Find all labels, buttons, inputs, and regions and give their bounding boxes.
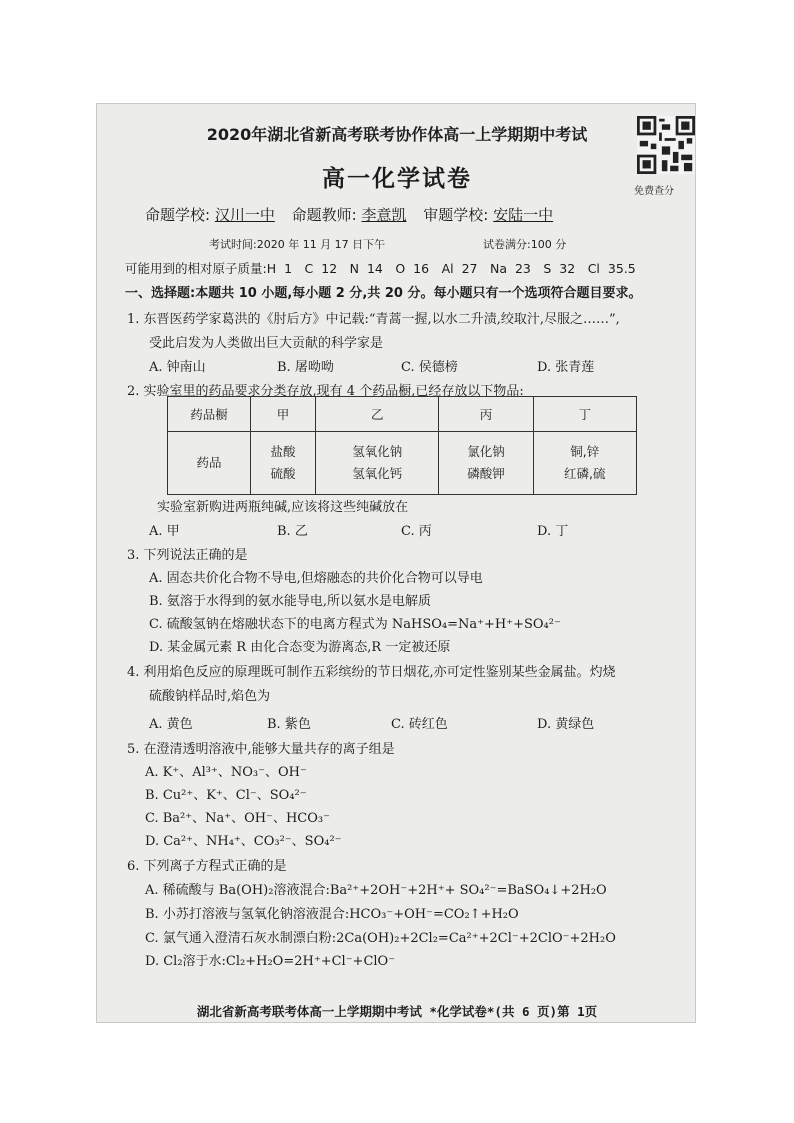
table-header-cell: 丙: [439, 397, 533, 432]
question-5-option-c: C. Ba²⁺、Na⁺、OH⁻、HCO₃⁻: [145, 811, 330, 826]
question-3-option-b: B. 氨溶于水得到的氨水能导电,所以氨水是电解质: [149, 594, 431, 609]
question-2-stem: 2. 实验室里的药品要求分类存放,现有 4 个药品橱,已经存放以下物品:: [127, 384, 524, 399]
question-1-option-d: D. 张青莲: [537, 360, 595, 375]
question-1-option-c: C. 侯德榜: [401, 360, 458, 375]
table-cell: [439, 432, 533, 495]
question-4-stem: 4. 利用焰色反应的原理既可制作五彩缤纷的节日烟花,亦可定性鉴别某些金属盐。灼烧: [127, 665, 616, 680]
question-3-option-a: A. 固态共价化合物不导电,但熔融态的共价化合物可以导电: [149, 571, 483, 586]
question-3-stem: 3. 下列说法正确的是: [127, 548, 248, 563]
table-row: [168, 432, 637, 495]
question-5-option-b: B. Cu²⁺、K⁺、Cl⁻、SO₄²⁻: [145, 788, 307, 803]
creator-teacher: 李意凯: [361, 206, 407, 224]
question-6-option-c: C. 氯气通入澄清石灰水制漂白粉:2Ca(OH)₂+2Cl₂=Ca²⁺+2Cl⁻+2ClO⁻+2H₂O: [145, 931, 616, 946]
table-cell: [533, 432, 636, 495]
question-4-option-c: C. 砖红色: [391, 717, 448, 732]
exam-title: 2020年湖北省新高考联考协作体高一上学期期中考试: [206, 125, 588, 144]
table-header-cell: 甲: [251, 397, 316, 432]
question-1-stem: 1. 东晋医药学家葛洪的《肘后方》中记载:“青蒿一握,以水二升渍,绞取汁,尽服之……”,: [127, 312, 620, 327]
reviewer-school-label: 审题学校:: [423, 206, 489, 224]
question-6-option-d: D. Cl₂溶于水:Cl₂+H₂O=2H⁺+Cl⁻+ClO⁻: [145, 954, 396, 969]
table-header-cell: 乙: [316, 397, 439, 432]
question-1-option-a: A. 钟南山: [149, 360, 206, 375]
qr-code-icon[interactable]: [637, 116, 695, 174]
question-1-stem-cont: 受此启发为人类做出巨大贡献的科学家是: [149, 336, 384, 351]
atomic-masses: 可能用到的相对原子质量:H 1 C 12 N 14 O 16 Al 27 Na 23 S 32 Cl 35.5: [125, 261, 636, 276]
question-5-option-d: D. Ca²⁺、NH₄⁺、CO₃²⁻、SO₄²⁻: [145, 834, 342, 849]
table-cell: [251, 432, 316, 495]
chemical-name: 红磷,硫: [564, 466, 606, 481]
table-header-cell: 丁: [533, 397, 636, 432]
question-6-stem: 6. 下列离子方程式正确的是: [127, 859, 287, 874]
question-5-option-a: A. K⁺、Al³⁺、NO₃⁻、OH⁻: [145, 765, 307, 780]
page-footer: 湖北省新高考联考体高一上学期期中考试 *化学试卷*(共 6 页)第 1页: [196, 1004, 598, 1019]
chemical-name: 氯化钠: [467, 444, 505, 459]
question-2-option-c: C. 丙: [401, 524, 432, 539]
question-3-option-d: D. 某金属元素 R 由化合态变为游离态,R 一定被还原: [149, 640, 451, 655]
chemical-name: 铜,锌: [570, 444, 600, 459]
question-4-option-b: B. 紫色: [267, 717, 311, 732]
creator-teacher-label: 命题教师:: [291, 206, 357, 224]
chemical-name: 氢氧化钠: [352, 444, 403, 459]
full-score: 试卷满分:100 分: [483, 238, 567, 251]
question-6-option-a: A. 稀硫酸与 Ba(OH)₂溶液混合:Ba²⁺+2OH⁻+2H⁺+ SO₄²⁻=BaSO₄↓+2H₂O: [145, 883, 607, 898]
question-6-option-b: B. 小苏打溶液与氢氧化钠溶液混合:HCO₃⁻+OH⁻=CO₂↑+H₂O: [145, 907, 519, 922]
table-header-row: [168, 397, 637, 432]
exam-page: [96, 103, 696, 1023]
question-2-stem-cont: 实验室新购进两瓶纯碱,应该将这些纯碱放在: [157, 500, 409, 515]
question-3-option-c: C. 硫酸氢钠在熔融状态下的电离方程式为 NaHSO₄=Na⁺+H⁺+SO₄²⁻: [149, 617, 561, 632]
table-row-label: 药品: [168, 432, 251, 495]
question-2-option-a: A. 甲: [149, 524, 180, 539]
qr-caption: 免费查分: [634, 186, 674, 197]
table-cell: [316, 432, 439, 495]
exam-creators: [145, 204, 565, 225]
question-1-option-b: B. 屠呦呦: [277, 360, 334, 375]
subject-title: 高一化学试卷: [322, 166, 472, 192]
question-4-stem-cont: 硫酸钠样品时,焰色为: [149, 689, 271, 704]
cabinet-table: [167, 396, 637, 495]
chemical-name: 盐酸: [270, 444, 296, 459]
creator-school-label: 命题学校:: [145, 206, 211, 224]
exam-time: 考试时间:2020 年 11 月 17 日下午: [209, 238, 386, 251]
chemical-name: 磷酸钾: [467, 466, 505, 481]
question-4-option-a: A. 黄色: [149, 717, 193, 732]
question-2-option-b: B. 乙: [277, 524, 308, 539]
question-2-option-d: D. 丁: [537, 524, 569, 539]
creator-school: 汉川一中: [214, 206, 275, 224]
table-header-cell: 药品橱: [168, 397, 251, 432]
chemical-name: 氢氧化钙: [352, 466, 403, 481]
question-5-stem: 5. 在澄清透明溶液中,能够大量共存的离子组是: [127, 742, 395, 757]
question-4-option-d: D. 黄绿色: [537, 717, 595, 732]
section-heading: 一、选择题:本题共 10 小题,每小题 2 分,共 20 分。每小题只有一个选项符合题目要求。: [125, 286, 642, 301]
reviewer-school: 安陆一中: [493, 206, 554, 224]
chemical-name: 硫酸: [270, 466, 296, 481]
